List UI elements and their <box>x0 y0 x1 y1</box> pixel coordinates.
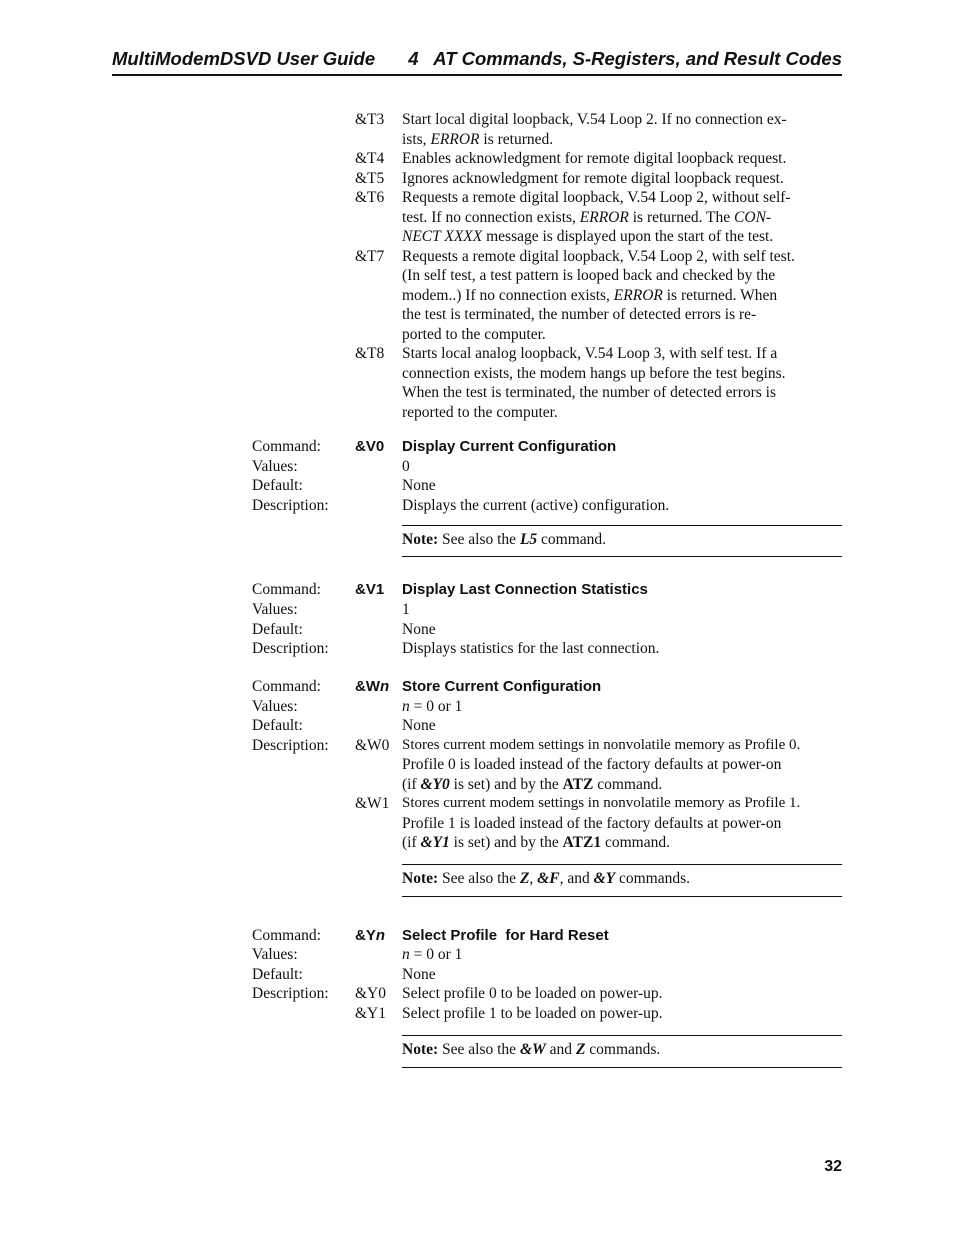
command-code-v1: &V1 <box>355 581 385 598</box>
t-command-text: (In self test, a test pattern is looped back and checked by the <box>402 267 776 284</box>
values-yn: n = 0 or 1 <box>402 946 463 963</box>
subcommand-text-w1: (if &Y1 is set) and by the ATZ1 command. <box>402 834 670 851</box>
command-title-wn: Store Current Configuration <box>402 678 602 695</box>
note-rule-top <box>402 864 842 865</box>
default-label: Default: <box>252 966 303 983</box>
subcommand-text-w0: Profile 0 is loaded instead of the factory defaults at power-on <box>402 756 782 773</box>
description-label: Description: <box>252 497 329 514</box>
command-title-v1: Display Last Connection Statistics <box>402 581 648 598</box>
description-label: Description: <box>252 737 329 754</box>
t-command-text: modem..) If no connection exists, ERROR is returned. When <box>402 286 778 304</box>
header-rule <box>112 74 842 76</box>
default-yn: None <box>402 966 436 983</box>
values-label: Values: <box>252 698 298 715</box>
command-label: Command: <box>252 581 321 598</box>
command-label: Command: <box>252 678 321 695</box>
command-code-yn: &Yn <box>355 927 386 944</box>
t-command-text: When the test is terminated, the number of detected errors is <box>402 384 777 401</box>
note-rule-bottom <box>402 1067 842 1068</box>
subcommand-text-w0: (if &Y0 is set) and by the ATZ command. <box>402 776 663 793</box>
note-rule-top <box>402 525 842 526</box>
subcommand-text-y1: Select profile 1 to be loaded on power-up. <box>402 1005 663 1022</box>
note-v0: Note: See also the L5 command. <box>402 531 607 548</box>
document-title: MultiModemDSVD User Guide <box>112 48 376 69</box>
page-number: 32 <box>824 1158 842 1175</box>
values-label: Values: <box>252 946 298 963</box>
description-label: Description: <box>252 985 329 1002</box>
note-rule-top <box>402 1035 842 1036</box>
subcommand-text-w1: Profile 1 is loaded instead of the factory defaults at power-on <box>402 815 782 832</box>
subcommand-code-y1: &Y1 <box>355 1005 386 1022</box>
note-wn: Note: See also the Z, &F, and &Y commands. <box>402 870 691 887</box>
t-command-text: connection exists, the modem hangs up before the test begins. <box>402 364 786 382</box>
t-command-text: the test is terminated, the number of detected errors is re- <box>402 306 757 323</box>
t-command-text: ists, ERROR is returned. <box>402 130 554 148</box>
t-command-code: &T4 <box>355 150 385 167</box>
note-rule-bottom <box>402 556 842 557</box>
command-code-wn: &Wn <box>355 678 390 695</box>
subcommand-text-w1: Stores current modem settings in nonvolatile memory as Profile 1. <box>402 795 801 811</box>
description-label: Description: <box>252 640 329 657</box>
values-v0: 0 <box>402 458 410 475</box>
command-title-yn: Select Profile for Hard Reset <box>402 927 609 944</box>
command-title-v0: Display Current Configuration <box>402 438 617 455</box>
default-wn: None <box>402 717 436 734</box>
t-command-code: &T7 <box>355 247 385 265</box>
note-yn: Note: See also the &W and Z commands. <box>402 1041 661 1058</box>
subcommand-text-y0: Select profile 0 to be loaded on power-up. <box>402 985 663 1002</box>
t-command-code: &T3 <box>355 111 385 128</box>
t-command-text: Requests a remote digital loopback, V.54 Loop 2, with self test. <box>402 247 795 265</box>
values-v1: 1 <box>402 601 410 618</box>
t-command-text: reported to the computer. <box>402 403 558 421</box>
t-command-text: Start local digital loopback, V.54 Loop 2. If no connection ex- <box>402 111 787 128</box>
t-command-text: Ignores acknowledgment for remote digital loopback request. <box>402 169 784 187</box>
t-command-text: NECT XXXX message is displayed upon the start of the test. <box>402 228 774 245</box>
values-label: Values: <box>252 458 298 475</box>
subcommand-code-w1: &W1 <box>355 795 390 812</box>
t-command-code: &T5 <box>355 169 385 187</box>
subcommand-code-w0: &W0 <box>355 737 390 754</box>
page-header <box>112 48 842 76</box>
default-v0: None <box>402 477 436 494</box>
t-command-text: test. If no connection exists, ERROR is returned. The CON- <box>402 208 772 226</box>
description-v1: Displays statistics for the last connection. <box>402 640 660 657</box>
values-wn: n = 0 or 1 <box>402 698 463 715</box>
t-command-text: ported to the computer. <box>402 325 546 343</box>
t-command-text: Starts local analog loopback, V.54 Loop 3, with self test. If a <box>402 345 778 362</box>
t-command-text: Enables acknowledgment for remote digital loopback request. <box>402 150 787 167</box>
values-label: Values: <box>252 601 298 618</box>
command-label: Command: <box>252 927 321 944</box>
note-rule-bottom <box>402 896 842 897</box>
command-label: Command: <box>252 438 321 455</box>
default-label: Default: <box>252 477 303 494</box>
subcommand-text-w0: Stores current modem settings in nonvolatile memory as Profile 0. <box>402 737 801 753</box>
default-label: Default: <box>252 621 303 638</box>
command-code-v0: &V0 <box>355 438 385 455</box>
description-v0: Displays the current (active) configuration. <box>402 497 670 514</box>
t-command-text: Requests a remote digital loopback, V.54 Loop 2, without self- <box>402 189 791 206</box>
default-v1: None <box>402 621 436 638</box>
t-command-code: &T6 <box>355 189 385 206</box>
subcommand-code-y0: &Y0 <box>355 985 386 1002</box>
t-command-code: &T8 <box>355 345 385 362</box>
default-label: Default: <box>252 717 303 734</box>
chapter-title: 4 AT Commands, S-Registers, and Result Codes <box>408 48 842 69</box>
